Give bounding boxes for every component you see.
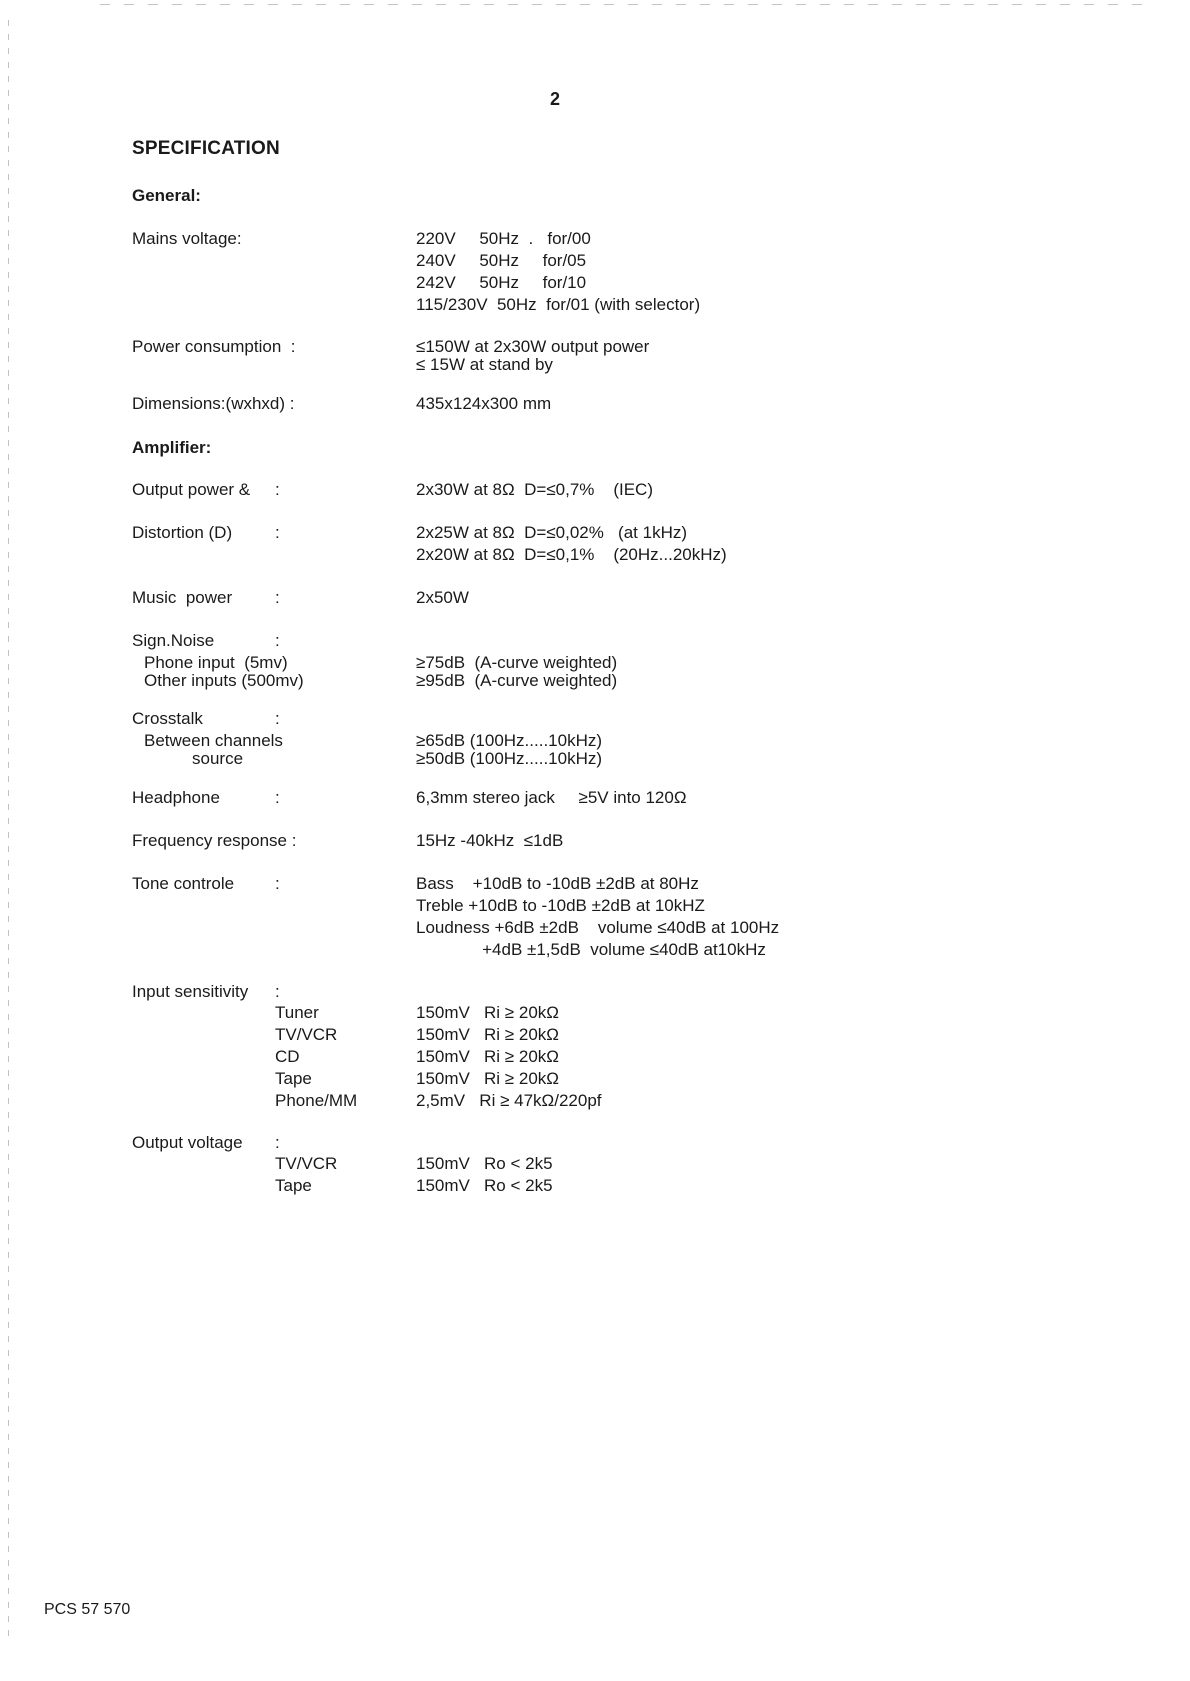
spec-value: 2x50W [416, 588, 469, 607]
spec-label: Power consumption : [132, 337, 296, 356]
spec-label: Output power & [132, 480, 251, 499]
spec-values [416, 730, 602, 766]
spec-value: ≥75dB (A-curve weighted) [416, 653, 618, 672]
output-name: TV/VCR [275, 1154, 338, 1173]
input-name: Phone/MM [275, 1091, 358, 1110]
section-general-heading: General: [132, 186, 201, 205]
spec-sublabel: Other inputs (500mv) [144, 671, 304, 690]
spec-value: +4dB ±1,5dB volume ≤40dB at10kHz [416, 940, 766, 959]
spec-sublabel: Between channels [144, 731, 283, 750]
spec-sublabel: Phone input (5mv) [144, 653, 288, 672]
spec-values [416, 652, 617, 688]
spec-values [416, 393, 551, 415]
spec-values [416, 587, 469, 609]
spec-value: ≤150W at 2x30W output power [416, 337, 650, 356]
spec-value: 2,5mV Ri ≥ 47kΩ/220pf [416, 1091, 602, 1110]
spec-label: Tone controle [132, 874, 235, 893]
input-names [275, 1002, 357, 1112]
output-names [275, 1153, 337, 1197]
input-name: Tuner [275, 1003, 319, 1022]
spec-label: Music power [132, 588, 233, 607]
scan-left-edge [8, 20, 9, 1640]
spec-values [416, 787, 687, 809]
spec-values [416, 1002, 602, 1112]
page-title: SPECIFICATION [132, 138, 280, 159]
spec-colon: : [275, 480, 280, 499]
spec-value: Bass +10dB to -10dB ±2dB at 80Hz [416, 874, 699, 893]
spec-value: 2x20W at 8Ω D=≤0,1% (20Hz...20kHz) [416, 545, 727, 564]
spec-values [416, 873, 779, 961]
spec-label: Dimensions:(wxhxd) : [132, 394, 295, 413]
spec-value: ≥50dB (100Hz.....10kHz) [416, 749, 603, 768]
spec-value: 150mV Ro < 2k5 [416, 1176, 553, 1195]
spec-value: ≥65dB (100Hz.....10kHz) [416, 731, 603, 750]
scan-top-edge [100, 4, 1150, 5]
spec-label: Input sensitivity [132, 982, 249, 1001]
spec-value: 435x124x300 mm [416, 394, 552, 413]
input-name: TV/VCR [275, 1025, 338, 1044]
spec-value: 220V 50Hz . for/00 [416, 229, 591, 248]
spec-colon: : [275, 788, 280, 807]
input-name: CD [275, 1047, 300, 1066]
spec-value: 115/230V 50Hz for/01 (with selector) [416, 295, 701, 314]
spec-value: ≤ 15W at stand by [416, 355, 553, 374]
input-name: Tape [275, 1069, 312, 1088]
spec-label: Frequency response : [132, 831, 297, 850]
spec-value: ≥95dB (A-curve weighted) [416, 671, 618, 690]
spec-value: 150mV Ri ≥ 20kΩ [416, 1069, 559, 1088]
spec-value: 6,3mm stereo jack ≥5V into 120Ω [416, 788, 687, 807]
spec-colon: : [275, 631, 280, 650]
spec-value: 2x25W at 8Ω D=≤0,02% (at 1kHz) [416, 523, 688, 542]
spec-value: 150mV Ri ≥ 20kΩ [416, 1003, 559, 1022]
page-number: 2 [550, 89, 561, 109]
document-code: PCS 57 570 [44, 1601, 131, 1618]
spec-colon: : [275, 709, 280, 728]
spec-values [416, 228, 700, 316]
spec-value: 242V 50Hz for/10 [416, 273, 587, 292]
spec-colon: : [275, 982, 280, 1001]
spec-label: Mains voltage: [132, 229, 242, 248]
spec-values [416, 1153, 553, 1197]
section-amplifier-heading: Amplifier: [132, 438, 212, 457]
spec-label: Sign.Noise [132, 631, 215, 650]
spec-values [416, 336, 649, 372]
spec-value: 150mV Ri ≥ 20kΩ [416, 1025, 559, 1044]
spec-value: Treble +10dB to -10dB ±2dB at 10kHZ [416, 896, 705, 915]
spec-values [416, 522, 727, 566]
spec-value: 150mV Ri ≥ 20kΩ [416, 1047, 559, 1066]
spec-colon: : [275, 588, 280, 607]
spec-label: Output voltage [132, 1133, 243, 1152]
output-name: Tape [275, 1176, 312, 1195]
spec-values [416, 830, 563, 852]
spec-value: 240V 50Hz for/05 [416, 251, 587, 270]
spec-sublabel: source [192, 749, 244, 768]
spec-value: 15Hz -40kHz ≤1dB [416, 831, 564, 850]
spec-colon: : [275, 1133, 280, 1152]
spec-colon: : [275, 874, 280, 893]
spec-label: Crosstalk [132, 709, 203, 728]
spec-value: Loudness +6dB ±2dB volume ≤40dB at 100Hz [416, 918, 780, 937]
spec-values [416, 479, 653, 501]
spec-colon: : [275, 523, 280, 542]
spec-value: 2x30W at 8Ω D=≤0,7% (IEC) [416, 480, 653, 499]
spec-label: Distortion (D) [132, 523, 233, 542]
spec-value: 150mV Ro < 2k5 [416, 1154, 553, 1173]
spec-label: Headphone [132, 788, 220, 807]
